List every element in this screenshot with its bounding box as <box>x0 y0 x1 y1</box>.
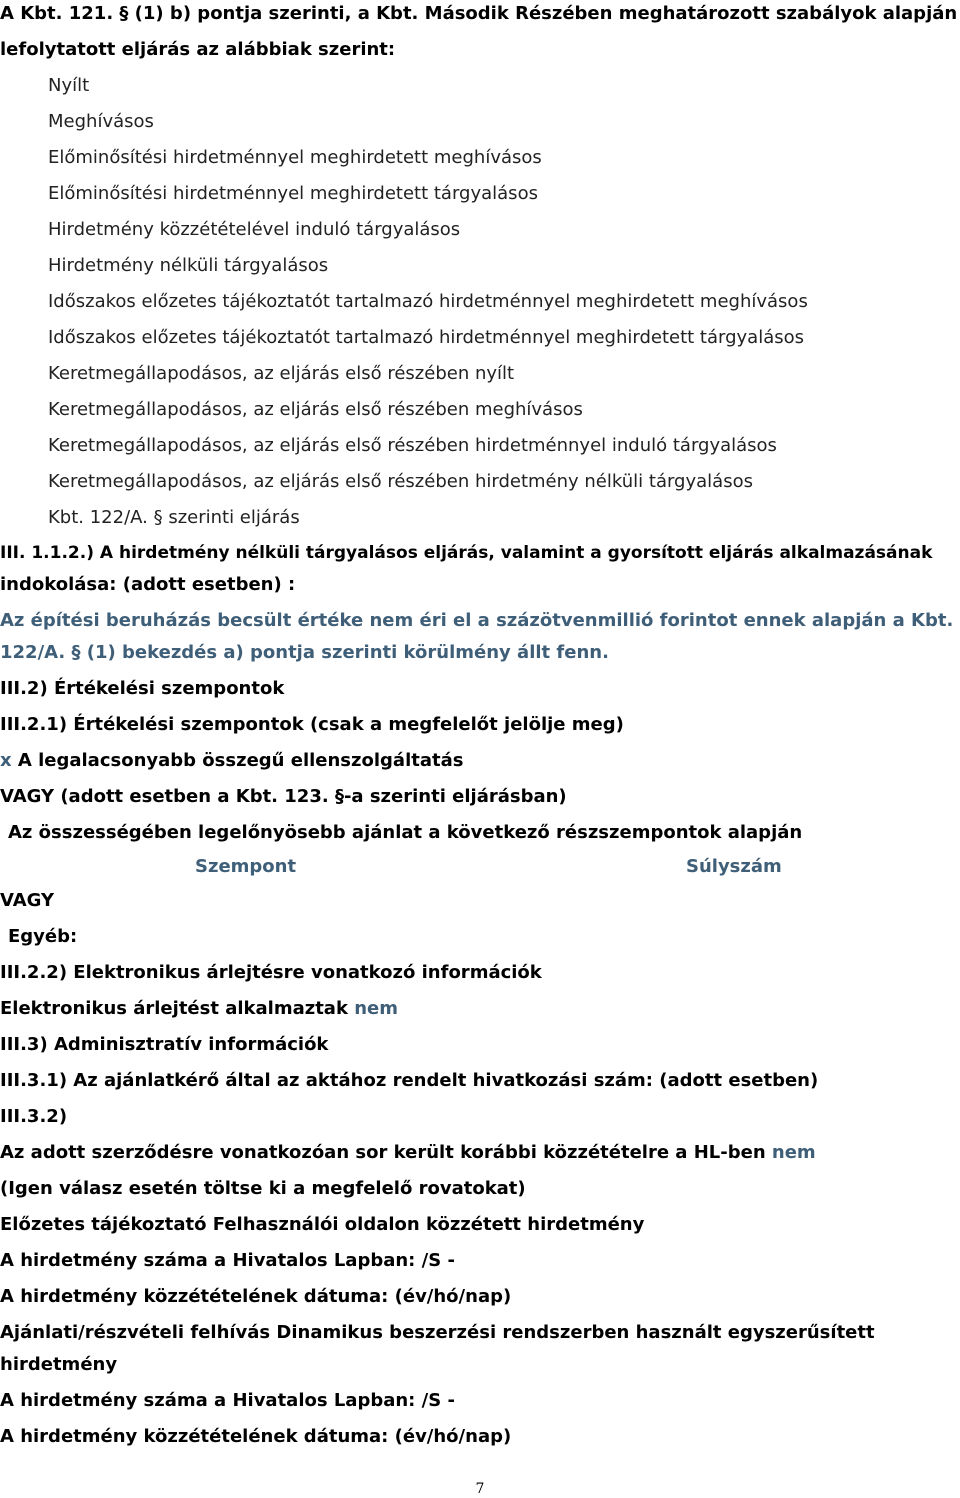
admin-heading: III.3) Adminisztratív információk <box>0 1034 329 1055</box>
reference-number-line: III.3.1) Az ajánlatkérő által az aktához rendelt hivatkozási szám: (adott esetben) <box>0 1070 819 1091</box>
block2-notice-number: A hirdetmény száma a Hivatalos Lapban: /S - <box>0 1390 455 1411</box>
option-prequal-negotiated: Előminősítési hirdetménnyel meghirdetett tárgyalásos <box>48 183 538 204</box>
option-pin-restricted: Időszakos előzetes tájékoztatót tartalmazó hirdetménnyel meghirdetett meghívásos <box>48 291 808 312</box>
justification-answer-1: Az építési beruházás becsült értéke nem éri el a százötvenmillió forintot ennek alapján a Kbt. <box>0 610 954 631</box>
evaluation-heading: III.2) Értékelési szempontok <box>0 678 285 699</box>
previous-publication-line <box>0 1141 816 1165</box>
justification-answer-2: 122/A. § (1) bekezdés a) pontja szerinti körülmény állt fenn. <box>0 642 609 663</box>
block1-options: Előzetes tájékoztató Felhasználói oldalon közzétett hirdetmény <box>0 1214 645 1235</box>
block1-notice-number: A hirdetmény száma a Hivatalos Lapban: /S - <box>0 1250 455 1271</box>
page-number: 7 <box>475 1481 485 1497</box>
option-framework-negotiated-without-notice: Keretmegállapodásos, az eljárás első részében hirdetmény nélküli tárgyalásos <box>48 471 753 492</box>
selected-mark: x <box>0 750 12 771</box>
lowest-price-line <box>0 749 463 773</box>
msat-line: Az összességében legelőnyösebb ajánlat a következő részszempontok alapján <box>8 822 803 843</box>
previous-publication-label: Az adott szerződésre vonatkozóan sor került korábbi közzétételre a HL-ben <box>0 1142 772 1163</box>
justification-heading-1: III. 1.1.2.) A hirdetmény nélküli tárgyalásos eljárás, valamint a gyorsított eljárás alkalmazásának <box>0 543 933 563</box>
or-123-line: VAGY (adott esetben a Kbt. 123. §-a szerinti eljárásban) <box>0 786 567 807</box>
block1-publication-date: A hirdetmény közzétételének dátuma: (év/hó/nap) <box>0 1286 512 1307</box>
auction-value: nem <box>354 998 398 1019</box>
justification-heading-2: indokolása: (adott esetben) : <box>0 574 296 595</box>
criterion-column-header: Szempont <box>195 856 297 877</box>
lowest-price-label: A legalacsonyabb összegű ellenszolgáltatás <box>11 750 464 771</box>
option-open: Nyílt <box>48 75 90 96</box>
block2-options-line-1: Ajánlati/részvételi felhívás Dinamikus beszerzési rendszerben használt egyszerűsített <box>0 1322 875 1343</box>
intro-line-2: lefolytatott eljárás az alábbiak szerint: <box>0 39 396 60</box>
intro-line-1: A Kbt. 121. § (1) b) pontja szerinti, a Kbt. Második Részében meghatározott szabályok alapján <box>0 3 958 24</box>
block2-options-line-2: hirdetmény <box>0 1354 118 1375</box>
previous-publication-value: nem <box>771 1142 816 1163</box>
option-framework-negotiated-with-notice: Keretmegállapodásos, az eljárás első részében hirdetménnyel induló tárgyalásos <box>48 435 777 456</box>
or-line: VAGY <box>0 890 55 911</box>
auction-heading: III.2.2) Elektronikus árlejtésre vonatkozó információk <box>0 962 542 983</box>
auction-line <box>0 997 398 1021</box>
option-negotiated-without-notice: Hirdetmény nélküli tárgyalásos <box>48 255 329 276</box>
other-line: Egyéb: <box>8 926 78 947</box>
previous-publication-heading: III.3.2) <box>0 1106 68 1127</box>
option-framework-restricted: Keretmegállapodásos, az eljárás első részében meghívásos <box>48 399 583 420</box>
option-restricted: Meghívásos <box>48 111 154 132</box>
evaluation-subheading: III.2.1) Értékelési szempontok (csak a megfelelőt jelölje meg) <box>0 714 624 735</box>
if-yes-note: (Igen válasz esetén töltse ki a megfelelő rovatokat) <box>0 1178 526 1199</box>
option-pin-negotiated: Időszakos előzetes tájékoztatót tartalmazó hirdetménnyel meghirdetett tárgyalásos <box>48 327 805 348</box>
option-kbt-122a: Kbt. 122/A. § szerinti eljárás <box>48 507 300 528</box>
option-negotiated-with-notice: Hirdetmény közzétételével induló tárgyalásos <box>48 219 461 240</box>
auction-label: Elektronikus árlejtést alkalmaztak <box>0 998 355 1019</box>
block2-publication-date: A hirdetmény közzétételének dátuma: (év/hó/nap) <box>0 1426 512 1447</box>
weight-column-header: Súlyszám <box>686 856 782 877</box>
option-framework-open: Keretmegállapodásos, az eljárás első részében nyílt <box>48 363 515 384</box>
option-prequal-restricted: Előminősítési hirdetménnyel meghirdetett meghívásos <box>48 147 542 168</box>
